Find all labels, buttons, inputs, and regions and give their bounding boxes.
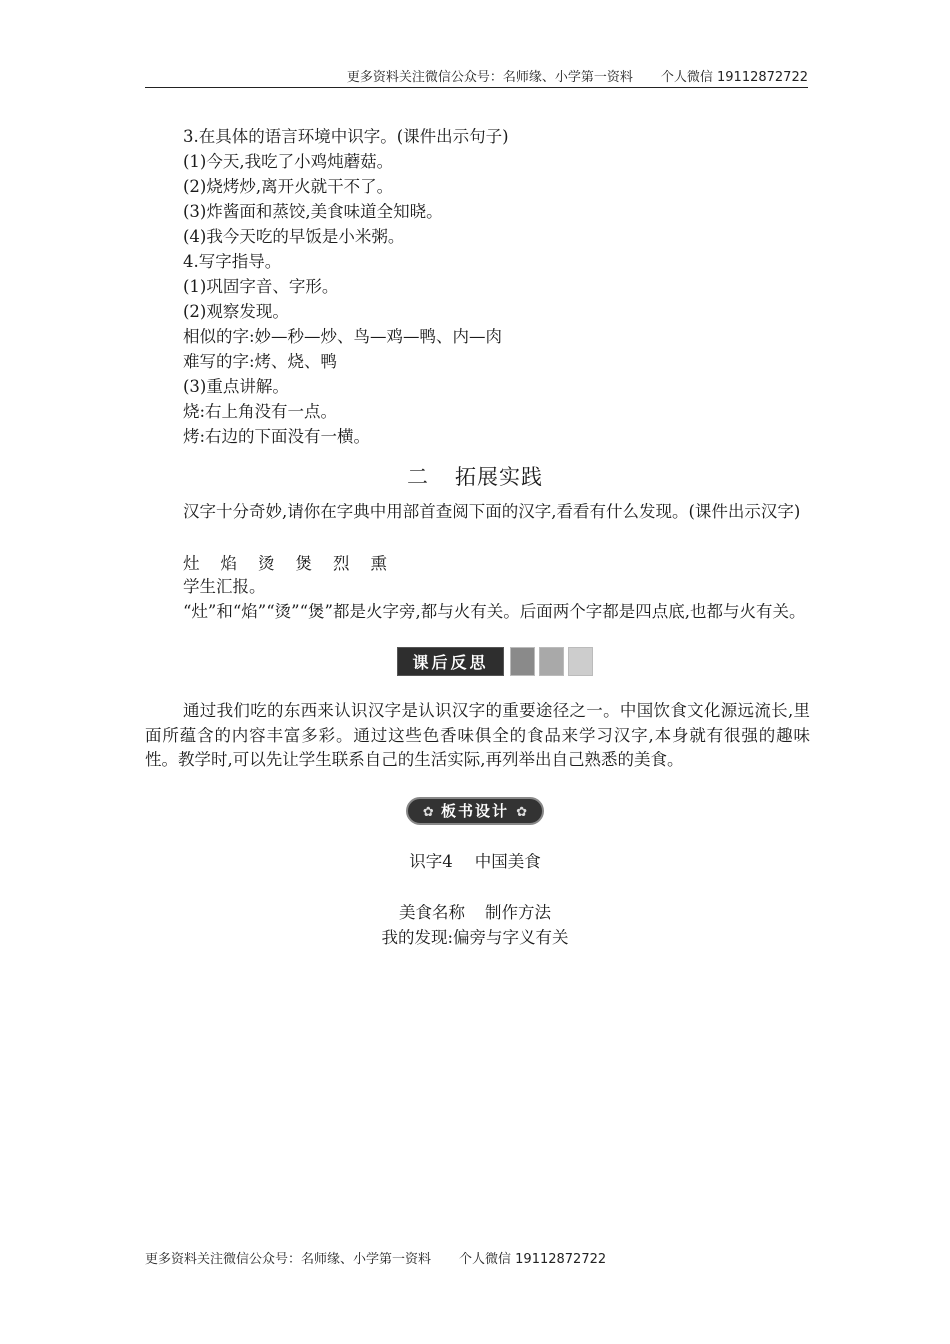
text-line: (4)我今天吃的早饭是小米粥。 bbox=[183, 227, 405, 246]
text-line: (3)重点讲解。 bbox=[183, 377, 289, 396]
board-title-text: 中国美食 bbox=[474, 852, 541, 871]
text-line: (1)巩固字音、字形。 bbox=[183, 277, 339, 296]
board-banner-label: 板书设计 bbox=[440, 802, 509, 820]
board-item: 美食名称 bbox=[399, 903, 465, 922]
board-title bbox=[0, 848, 950, 872]
text-line: 相似的字:妙—秒—炒、鸟—鸡—鸭、内—肉 bbox=[183, 327, 503, 346]
star-icon: ✿ bbox=[422, 805, 434, 820]
char-item: 灶 bbox=[183, 554, 200, 573]
text-line: (3)炸酱面和蒸饺,美食味道全知晓。 bbox=[183, 202, 443, 221]
footer-text: 更多资料关注微信公众号：名师缘、小学第一资料 bbox=[145, 1252, 432, 1267]
header-rule bbox=[145, 87, 808, 88]
char-item: 煲 bbox=[295, 554, 312, 573]
practice-conclusion: “灶”和“焰”“烫”“煲”都是火字旁,都与火有关。后面两个字都是四点底,也都与火有关。 bbox=[183, 602, 806, 621]
text-line: 难写的字:烤、烧、鸭 bbox=[183, 352, 338, 371]
practice-intro: 汉字十分奇妙,请你在字典中用部首查阅下面的汉字,看看有什么发现。(课件出示汉字) bbox=[183, 502, 801, 521]
page-header bbox=[145, 66, 808, 85]
footer-wechat: 个人微信 19112872722 bbox=[459, 1252, 607, 1267]
board-row-2: 我的发现:偏旁与字义有关 bbox=[381, 928, 569, 947]
text-line: (2)烧烤炒,离开火就干不了。 bbox=[183, 177, 394, 196]
text-line: 烤:右边的下面没有一横。 bbox=[183, 427, 371, 446]
text-line: 烧:右上角没有一点。 bbox=[183, 402, 338, 421]
reflection-banner-label: 课后反思 bbox=[397, 647, 504, 676]
student-report: 学生汇报。 bbox=[183, 577, 266, 596]
header-wechat: 个人微信 19112872722 bbox=[660, 70, 808, 85]
text-line: (2)观察发现。 bbox=[183, 302, 289, 321]
page-footer bbox=[145, 1248, 606, 1267]
char-item: 烫 bbox=[258, 554, 275, 573]
char-item: 熏 bbox=[370, 554, 387, 573]
board-title-num: 识字4 bbox=[409, 852, 453, 871]
board-banner bbox=[406, 797, 544, 825]
text-line: 4.写字指导。 bbox=[183, 252, 282, 271]
section-title-text: 拓展实践 bbox=[455, 465, 543, 489]
star-icon: ✿ bbox=[516, 805, 528, 820]
board-item: 制作方法 bbox=[485, 903, 551, 922]
header-text: 更多资料关注微信公众号：名师缘、小学第一资料 bbox=[346, 70, 633, 85]
section-title bbox=[0, 461, 950, 491]
text-line: (1)今天,我吃了小鸡炖蘑菇。 bbox=[183, 152, 394, 171]
banner-block bbox=[568, 647, 593, 676]
reflection-text: 通过我们吃的东西来认识汉字是认识汉字的重要途径之一。中国饮食文化源远流长,里面所蕴含的内容丰富多彩。通过这些色香味俱全的食品来学习汉字,本身就有很强的趣味性。教学时,可以先让学生联系自己的生活实际,再列举出自己熟悉的美食。 bbox=[145, 701, 810, 769]
char-list bbox=[183, 550, 408, 574]
section-number: 二 bbox=[407, 465, 429, 489]
char-item: 烈 bbox=[333, 554, 350, 573]
char-item: 焰 bbox=[220, 554, 237, 573]
text-line: 3.在具体的语言环境中识字。(课件出示句子) bbox=[183, 127, 509, 146]
board-row-1 bbox=[0, 899, 950, 923]
banner-block bbox=[539, 647, 564, 676]
banner-block bbox=[510, 647, 535, 676]
